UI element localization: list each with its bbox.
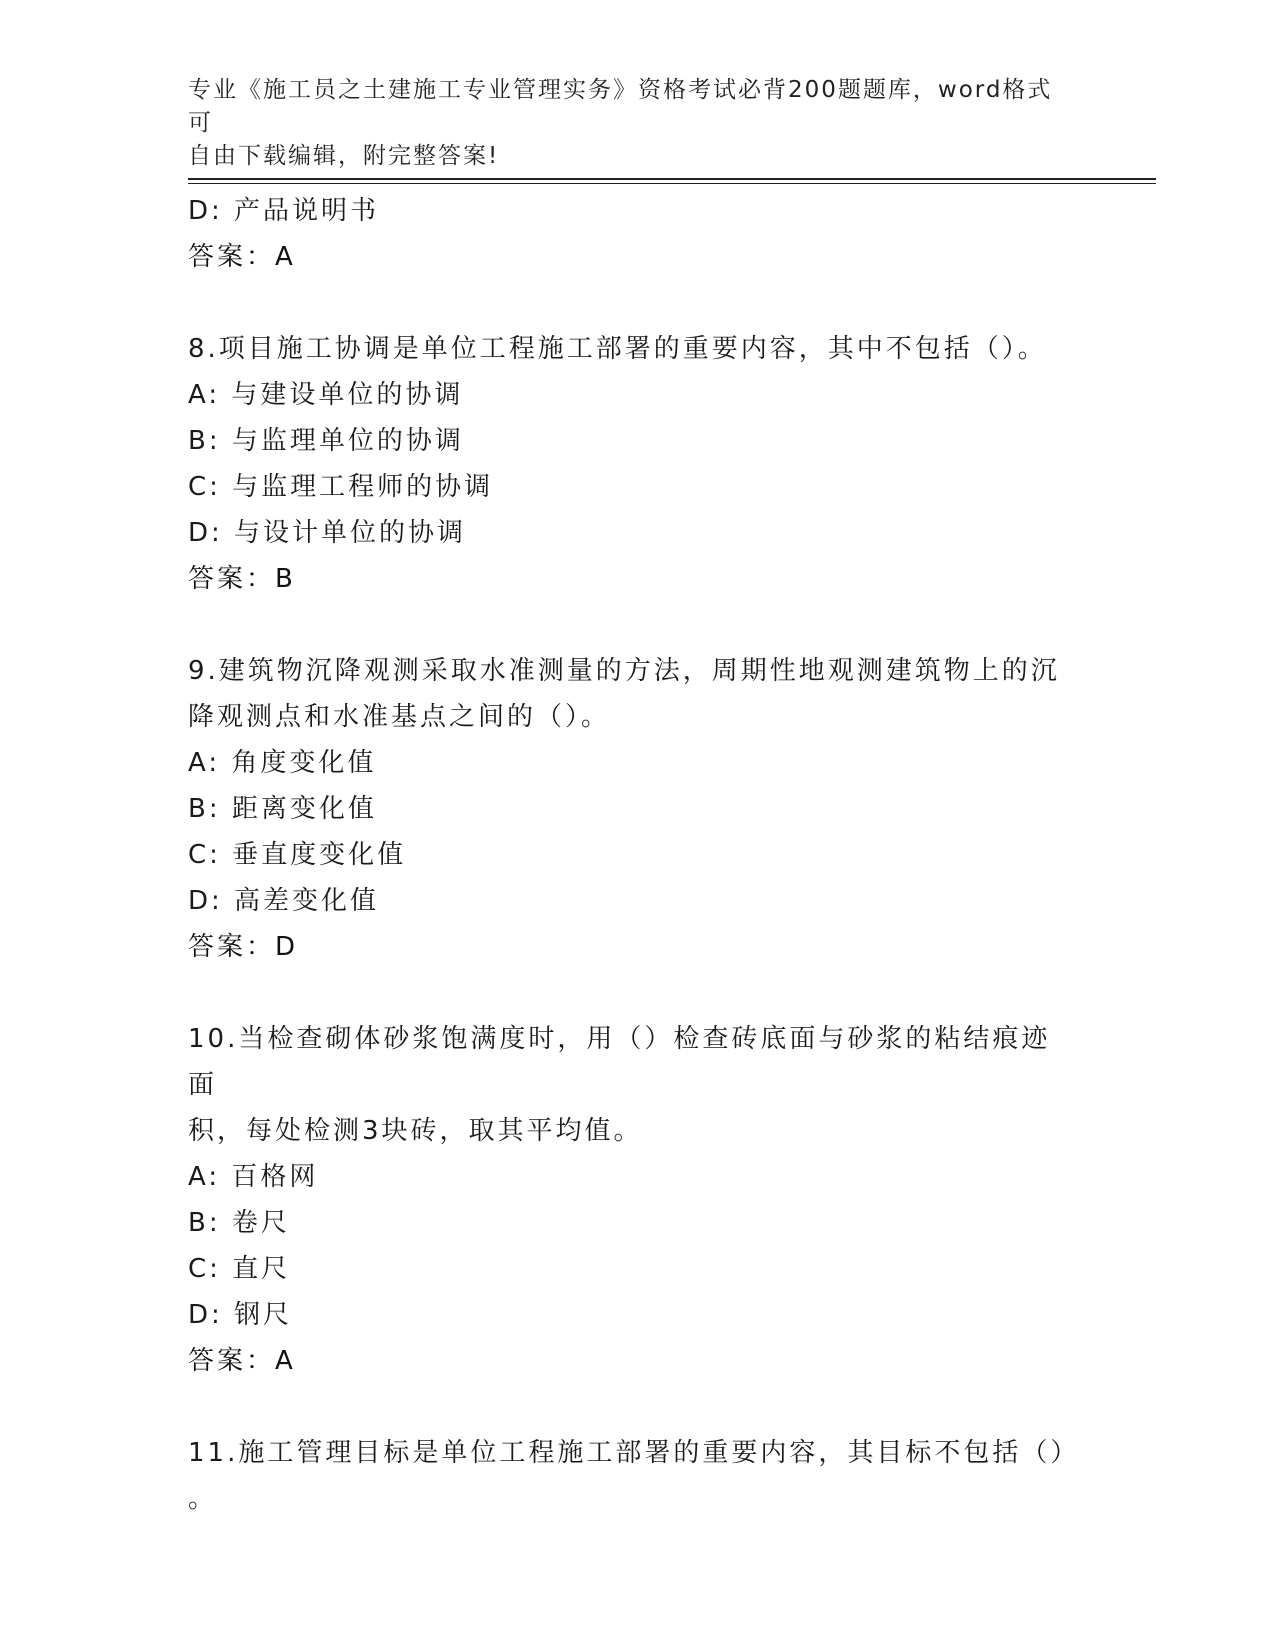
option-d: D: 与设计单位的协调 (188, 518, 467, 548)
answer-line: 答案：B (188, 564, 296, 594)
option-d: D: 产品说明书 (188, 196, 380, 226)
spacer (188, 602, 1078, 648)
answer-line: 答案：D (188, 932, 299, 962)
spacer (188, 280, 1078, 326)
question-block (188, 648, 1078, 970)
question-stem-continued: 积，每处检测3块砖，取其平均值。 (188, 1116, 643, 1146)
question-block (188, 326, 1078, 602)
spacer (188, 1384, 1078, 1430)
header-divider-thin (188, 183, 1156, 184)
question-block (188, 1016, 1078, 1384)
option-a: A: 与建设单位的协调 (188, 380, 464, 410)
option-b: B: 卷尺 (188, 1208, 290, 1238)
question-stem-continued: 。 (188, 1484, 218, 1514)
spacer (188, 970, 1078, 1016)
header-line-2: 自由下载编辑，附完整答案! (188, 143, 500, 169)
question-stem: 10.当检查砌体砂浆饱满度时，用（）检查砖底面与砂浆的粘结痕迹面 (188, 1024, 1051, 1100)
header-line-1: 专业《施工员之土建施工专业管理实务》资格考试必背200题题库，word格式可 (188, 77, 1053, 136)
option-b: B: 距离变化值 (188, 794, 377, 824)
option-c: C: 垂直度变化值 (188, 840, 407, 870)
question-stem-continued: 降观测点和水准基点之间的（）。 (188, 702, 611, 732)
question-block (188, 1430, 1078, 1522)
option-a: A: 角度变化值 (188, 748, 377, 778)
option-d: D: 钢尺 (188, 1300, 293, 1330)
option-c: C: 与监理工程师的协调 (188, 472, 494, 502)
question-stem: 8.项目施工协调是单位工程施工部署的重要内容，其中不包括（）。 (188, 334, 1047, 364)
option-c: C: 直尺 (188, 1254, 291, 1284)
question-stem: 11.施工管理目标是单位工程施工部署的重要内容，其目标不包括（） (188, 1438, 1080, 1468)
document-header (188, 74, 1068, 173)
option-a: A: 百格网 (188, 1162, 319, 1192)
option-d: D: 高差变化值 (188, 886, 380, 916)
answer-line: 答案：A (188, 1346, 296, 1376)
question-content (188, 188, 1078, 1522)
answer-line: 答案：A (188, 242, 296, 272)
option-b: B: 与监理单位的协调 (188, 426, 464, 456)
question-stem: 9.建筑物沉降观测采取水准测量的方法，周期性地观测建筑物上的沉 (188, 656, 1060, 686)
header-divider-thick (188, 178, 1156, 180)
